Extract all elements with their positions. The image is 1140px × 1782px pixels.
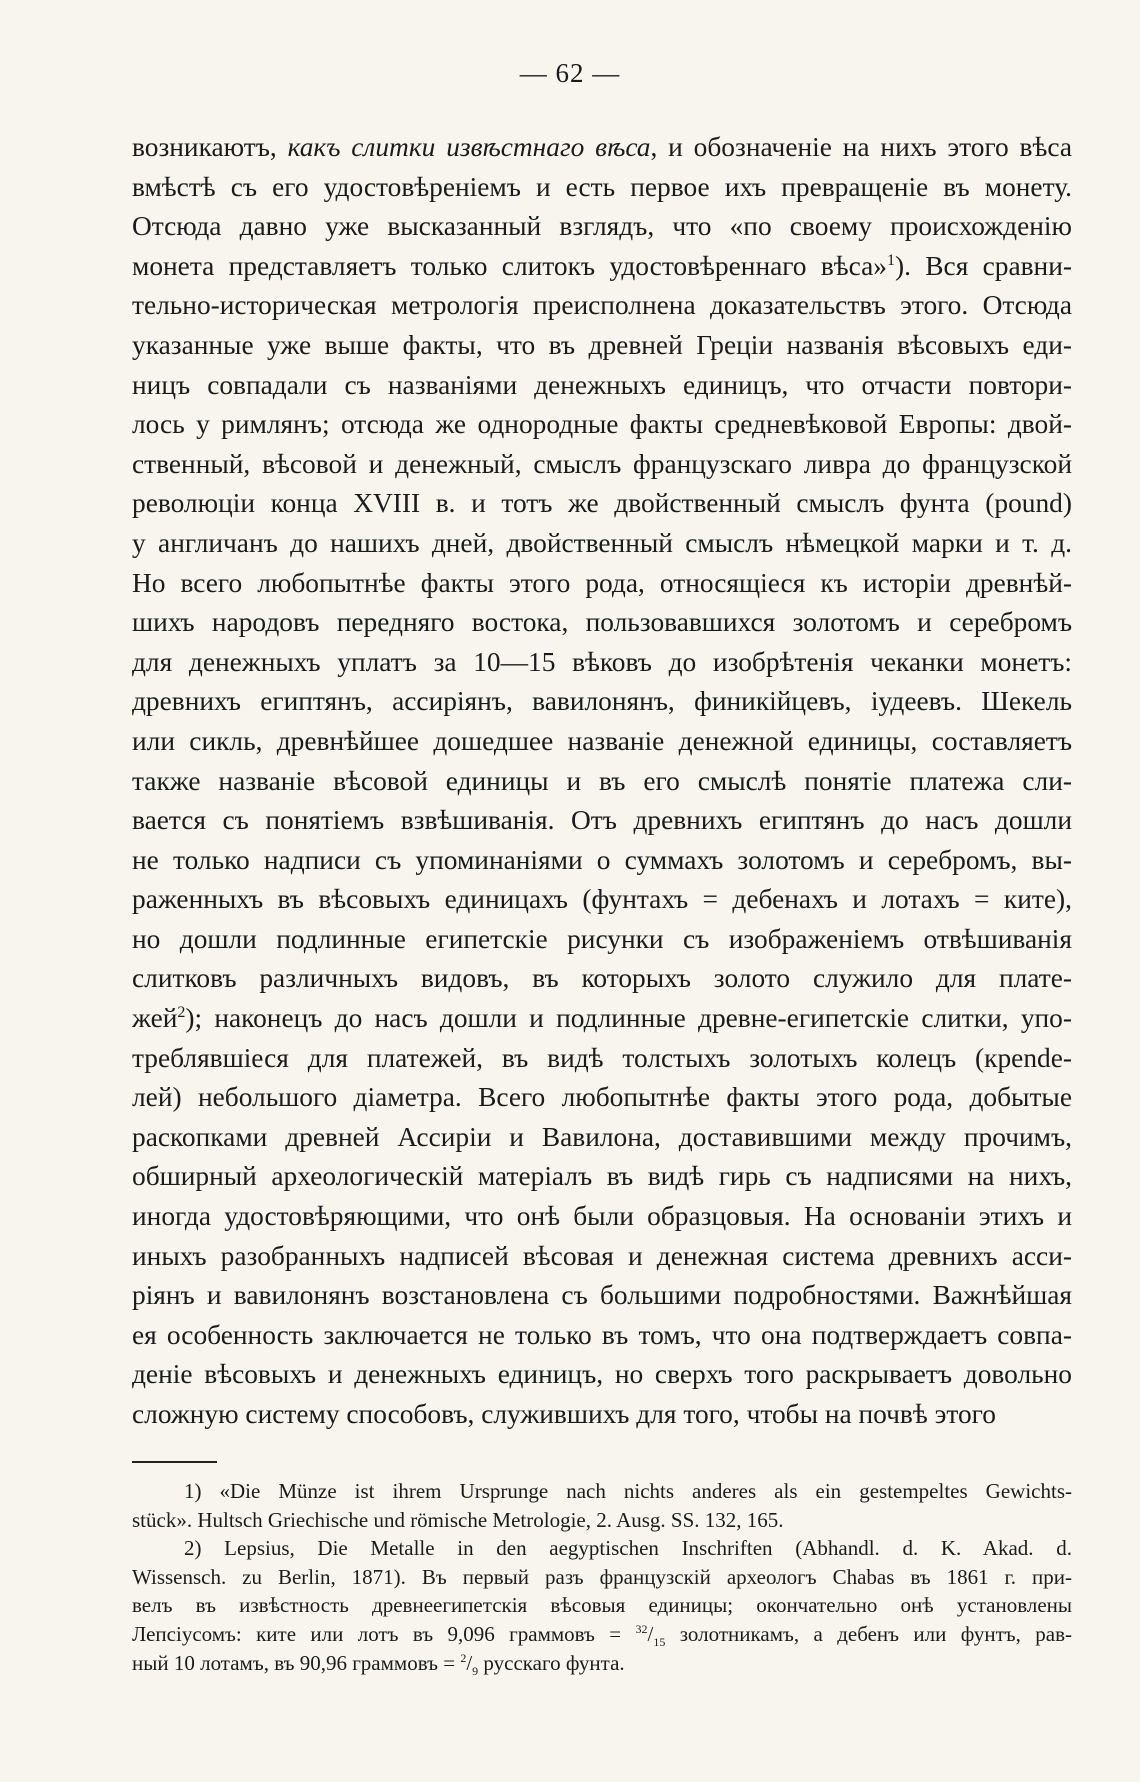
text-line: слитковъ различныхъ видовъ, въ которыхъ золото служило для плате- (132, 963, 1072, 994)
fraction-numerator: 32 (635, 1621, 648, 1636)
footnote-ref-2[interactable]: 2 (177, 1003, 186, 1021)
footnote-line: Wissensch. zu Berlin, 1871). Въ первый разъ французскій археологъ Chabas въ 1861 г. при- (132, 1564, 1072, 1589)
footnote-line: Лепсіусомъ: ките или лотъ въ 9,096 граммовъ = $^{32}/_{15}$ золотникамъ, а дебенъ или фунтъ, рав- (132, 1621, 1072, 1650)
footnote-ref-1[interactable]: 1 (886, 251, 895, 269)
text-line: для денежныхъ уплатъ за 10—15 вѣковъ до изобрѣтенія чеканки монетъ: (132, 646, 1072, 677)
footnote-line: 1) «Die Münze ist ihrem Ursprunge nach nichts anderes als ein gestempeltes Gewichts- (184, 1479, 1072, 1503)
footnote-separator (132, 1461, 217, 1463)
text-line: монета представляетъ только слитокъ удостовѣреннаго вѣса»$^1$). Вся сравни- (132, 250, 1072, 281)
text-line: шихъ народовъ передняго востока, пользовавшихся золотомъ и серебромъ (132, 607, 1072, 638)
italic-phrase: какъ слитки извѣстнаго вѣса (287, 132, 651, 162)
footnote-1 (132, 1477, 1072, 1534)
text-line: раженныхъ въ вѣсовыхъ единицахъ (фунтахъ = дебенахъ и лотахъ = ките), (132, 884, 1072, 915)
text-line: но дошли подлинные египетскіе рисунки съ изображеніемъ отвѣшиванія (132, 923, 1072, 954)
text-line: ея особенность заключается не только въ томъ, что она подтверждаетъ совпа- (132, 1319, 1072, 1350)
footnote-line: stück». Hultsch Griechische und römische Metrologie, 2. Ausg. SS. 132, 165. (132, 1507, 784, 1532)
text-line: сложную систему способовъ, служившихъ для того, чтобы на почвѣ этого (132, 1399, 996, 1429)
text-line: Но всего любопытнѣе факты этого рода, относящіеся къ исторіи древнѣй- (132, 567, 1072, 598)
text-line: у англичанъ до нашихъ дней, двойственный смыслъ нѣмецкой марки и т. д. (132, 527, 1072, 558)
text-line: лей) небольшого діаметра. Всего любопытнѣе факты этого рода, добытые (132, 1082, 1072, 1113)
text-line: жей$^2$); наконецъ до насъ дошли и подлинные древне-египетскіе слитки, упо- (132, 1003, 1072, 1034)
text-line: иныхъ разобранныхъ надписей вѣсовая и денежная система древнихъ асси- (132, 1240, 1072, 1271)
text-line: ріянъ и вавилонянъ возстановлена съ большими подробностями. Важнѣйшая (132, 1280, 1072, 1311)
page-number: — 62 — (519, 58, 621, 88)
text-line: обширный археологическій матеріалъ въ видѣ гирь съ надписями на нихъ, (132, 1161, 1072, 1192)
text-line: иногда удостовѣряющими, что онѣ были образцовыя. На основаніи этихъ и (132, 1201, 1072, 1232)
main-text-paragraph (132, 128, 1072, 1435)
footnote-line: велъ въ извѣстность древнеегипетскія вѣсовыя единицы; окончательно онѣ установлены (132, 1593, 1072, 1618)
text-line: Отсюда давно уже высказанный взглядъ, что «по своему происхожденію (132, 211, 1072, 242)
fraction-denominator: 15 (653, 1635, 666, 1650)
text-line: ственный, вѣсовой и денежный, смыслъ французскаго ливра до французской (132, 448, 1072, 479)
footnote-2 (132, 1534, 1072, 1677)
text-line: не только надписи съ упоминаніями о суммахъ золотомъ и серебромъ, вы- (132, 844, 1072, 875)
text-line: революціи конца XVIII в. и тотъ же двойственный смыслъ фунта (pound) (132, 488, 1072, 519)
text-line: лось у римлянъ; отсюда же однородные факты средневѣковой Европы: двой- (132, 409, 1072, 440)
text-line: возникаютъ, какъ слитки извѣстнаго вѣса, и обозначеніе на нихъ этого вѣса (132, 132, 1072, 162)
fraction-denominator: 9 (472, 1663, 479, 1678)
text-line: или сикль, древнѣйшее дошедшее названіе денежной единицы, составляетъ (132, 725, 1072, 756)
text-line: треблявшіеся для платежей, въ видѣ толстыхъ золотыхъ колецъ (крende- (132, 1042, 1072, 1073)
text-line: деніе вѣсовыхъ и денежныхъ единицъ, но сверхъ того раскрываетъ довольно (132, 1359, 1072, 1390)
text-line: древнихъ египтянъ, ассиріянъ, вавилонянъ, финикійцевъ, іудеевъ. Шекель (132, 686, 1072, 717)
footnote-line: 2) Lepsius, Die Metalle in den aegyptischen Inschriften (Abhandl. d. K. Akad. d. (184, 1536, 1072, 1561)
fraction-numerator: 2 (460, 1650, 467, 1665)
text-line: раскопками древней Ассиріи и Вавилона, доставившими между прочимъ, (132, 1121, 1072, 1152)
footnote-line: ный 10 лотамъ, въ 90,96 граммовъ = $^2/_9$ русскаго фунта. (132, 1650, 625, 1678)
footnotes (132, 1477, 1072, 1677)
text-line: также названіе вѣсовой единицы и въ его смыслѣ понятіе платежа сли- (132, 765, 1072, 796)
text-line: тельно-историческая метрологія преисполнена доказательствъ этого. Отсюда (132, 290, 1072, 321)
text-line: вается съ понятіемъ взвѣшиванія. Отъ древнихъ египтянъ до насъ дошли (132, 805, 1072, 836)
text-line: указанные уже выше факты, что въ древней Греціи названія вѣсовыхъ еди- (132, 329, 1072, 360)
text-line: вмѣстѣ съ его удостовѣреніемъ и есть первое ихъ превращеніе въ монету. (132, 171, 1072, 202)
text-line: ницъ совпадали съ названіями денежныхъ единицъ, что отчасти повтори- (132, 369, 1072, 400)
